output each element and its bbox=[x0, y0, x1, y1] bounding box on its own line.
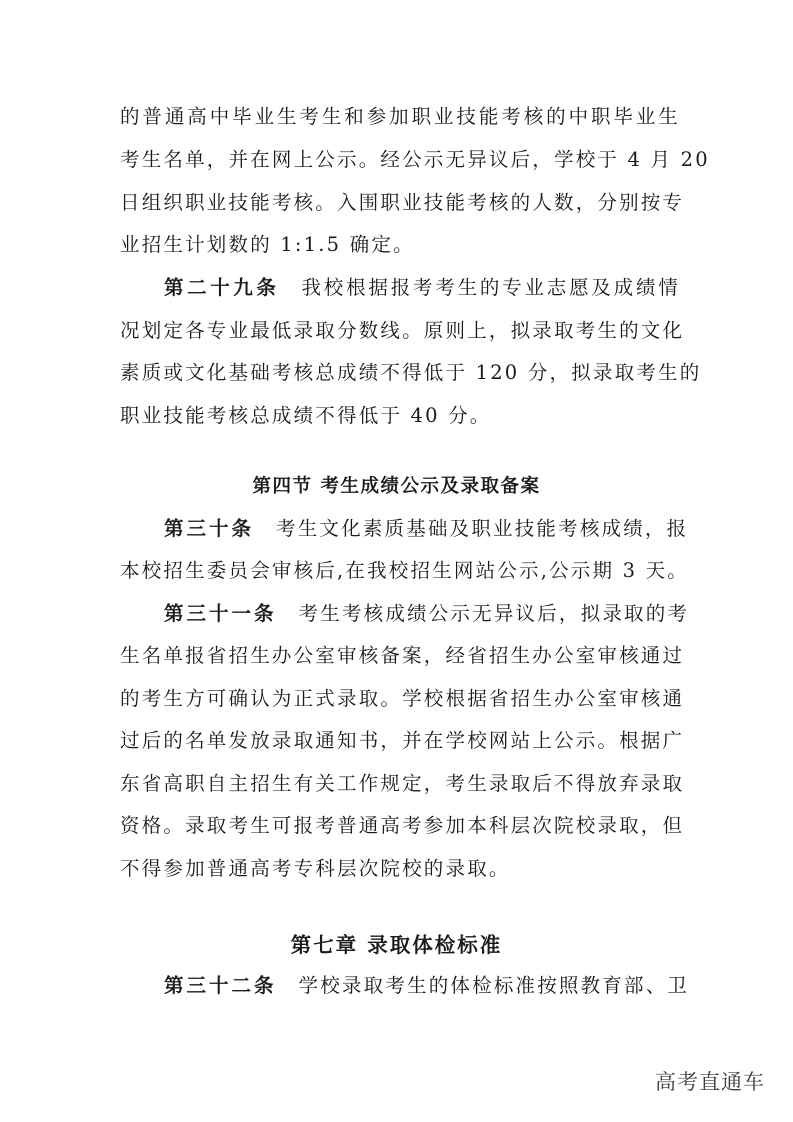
body-line: 资格。录取考生可报考普通高考参加本科层次院校录取，但 bbox=[120, 814, 685, 837]
article-30-label: 第三十条 bbox=[164, 517, 255, 540]
body-line: 职业技能考核总成绩不得低于 40 分。 bbox=[120, 404, 492, 427]
body-line: 况划定各专业最低录取分数线。原则上，拟录取考生的文化 bbox=[120, 319, 685, 342]
article-30-text: 考生文化素质基础及职业技能考核成绩，报 bbox=[276, 517, 689, 540]
article-30-first-line bbox=[164, 515, 689, 543]
body-line: 本校招生委员会审核后,在我校招生网站公示,公示期 3 天。 bbox=[120, 559, 690, 582]
article-31-label: 第三十一条 bbox=[164, 602, 277, 625]
body-line: 生名单报省招生办公室审核备案，经省招生办公室审核通过 bbox=[120, 644, 685, 667]
article-29-text: 我校根据报考考生的专业志愿及成绩情 bbox=[301, 276, 680, 299]
body-line: 的普通高中毕业生考生和参加职业技能考核的中职毕业生 bbox=[120, 105, 680, 128]
body-line: 业招生计划数的 1:1.5 确定。 bbox=[120, 233, 415, 256]
watermark: 高考直通车 bbox=[655, 1070, 765, 1094]
article-32-first-line bbox=[164, 972, 690, 1000]
chapter-heading: 第七章 录取体检标准 bbox=[290, 933, 503, 957]
body-line: 的考生方可确认为正式录取。学校根据省招生办公室审核通 bbox=[120, 687, 685, 710]
article-29-label: 第二十九条 bbox=[164, 276, 280, 299]
body-line: 不得参加普通高考专科层次院校的录取。 bbox=[120, 857, 511, 880]
article-31-first-line bbox=[164, 600, 690, 628]
section-heading: 第四节 考生成绩公示及录取备案 bbox=[252, 476, 541, 497]
body-line: 考生名单，并在网上公示。经公示无异议后，学校于 4 月 20 bbox=[120, 148, 710, 171]
article-29-first-line bbox=[164, 274, 680, 302]
body-line: 素质或文化基础考核总成绩不得低于 120 分，拟录取考生的 bbox=[120, 361, 702, 384]
body-line: 过后的名单发放录取通知书，并在学校网站上公示。根据广 bbox=[120, 729, 685, 752]
article-32-text: 学校录取考生的体检标准按照教育部、卫 bbox=[298, 974, 690, 997]
body-line: 东省高职自主招生有关工作规定，考生录取后不得放弃录取 bbox=[120, 772, 685, 795]
body-line: 日组织职业技能考核。入围职业技能考核的人数，分别按专 bbox=[120, 191, 685, 214]
article-31-text: 考生考核成绩公示无异议后，拟录取的考 bbox=[298, 602, 690, 625]
article-32-label: 第三十二条 bbox=[164, 974, 277, 997]
